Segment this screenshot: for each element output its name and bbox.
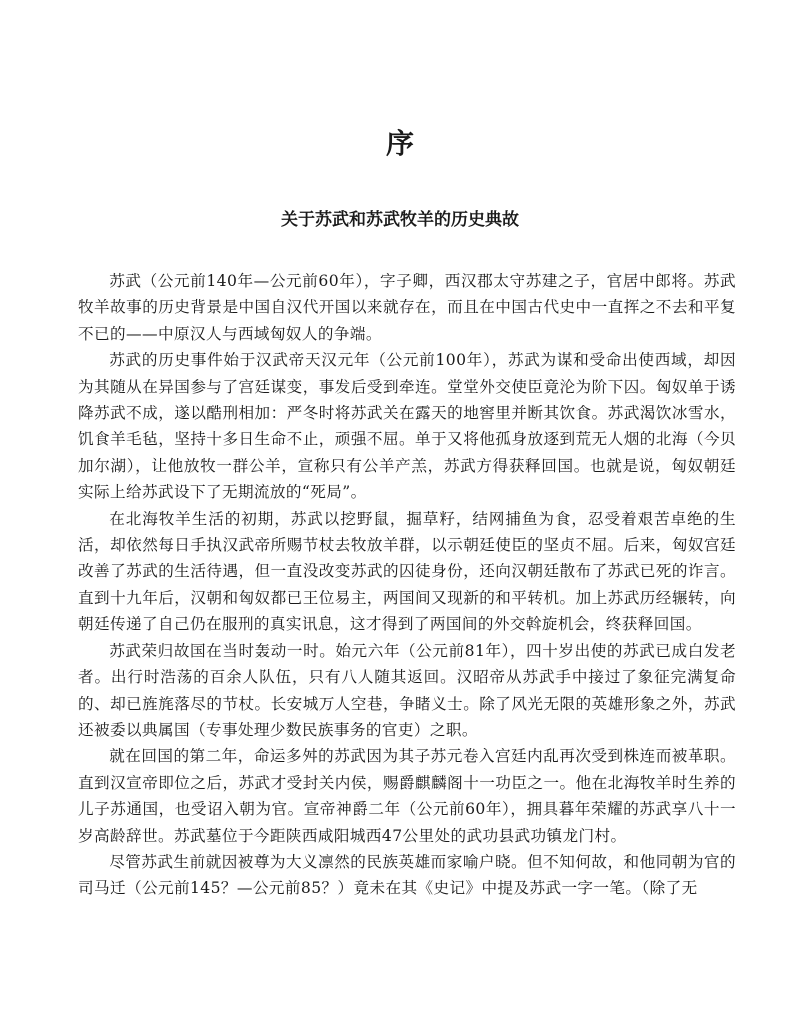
paragraph: 就在回国的第二年，命运多舛的苏武因为其子苏元卷入宫廷内乱再次受到株连而被革职。直到汉宣帝即位之后，苏武才受封关内侯，赐爵麒麟阁十一功臣之一。他在北海牧羊时生养的儿子苏通国，也受诏入朝为官。宣帝神爵二年（公元前60年），拥具暮年荣耀的苏武享八十一岁高龄辞世。苏武墓位于今距陕西咸阳城西47公里处的武功县武功镇龙门村。 [78,747,736,845]
section-title: 关于苏武和苏武牧羊的历史典故 [281,210,519,230]
paragraph: 尽管苏武生前就因被尊为大义凛然的民族英雄而家喻户晓。但不知何故，和他同朝为官的司马迁（公元前145？—公元前85？）竟未在其《史记》中提及苏武一字一笔。（除了无 [78,852,736,898]
chapter-title: 序 [385,127,414,160]
paragraph: 苏武荣归故国在当时轰动一时。始元六年（公元前81年），四十岁出使的苏武已成白发老者。出行时浩荡的百余人队伍，只有八人随其返回。汉昭帝从苏武手中接过了象征完满复命的、却已旌旄落尽的节杖。长安城万人空巷，争睹义士。除了风光无限的英雄形象之外，苏武还被委以典属国（专事处理少数民族事务的官吏）之职。 [78,641,736,739]
body-text [78,268,736,1028]
paragraph: 苏武（公元前140年—公元前60年），字子卿，西汉郡太守苏建之子，官居中郎将。苏武牧羊故事的历史背景是中国自汉代开国以来就存在，而且在中国古代史中一直挥之不去和平复不已的——中原汉人与西域匈奴人的争端。 [78,272,736,343]
paragraph: 在北海牧羊生活的初期，苏武以挖野鼠，掘草籽，结网捕鱼为食，忍受着艰苦卓绝的生活，却依然每日手执汉武帝所赐节杖去牧放羊群，以示朝廷使臣的坚贞不屈。后来，匈奴宫廷改善了苏武的生活待遇，但一直没改变苏武的囚徒身份，还向汉朝廷散布了苏武已死的诈言。直到十九年后，汉朝和匈奴都已王位易主，两国间又现新的和平转机。加上苏武历经辗转，向朝廷传递了自己仍在服刑的真实讯息，这才得到了两国间的外交斡旋机会，终获释回国。 [78,509,736,634]
paragraph: 苏武的历史事件始于汉武帝天汉元年（公元前100年），苏武为谋和受命出使西域，却因为其随从在异国参与了宫廷谋变，事发后受到牵连。堂堂外交使臣竟沦为阶下囚。匈奴单于诱降苏武不成，遂以酷刑相加：严冬时将苏武关在露天的地窖里并断其饮食。苏武渴饮冰雪水，饥食羊毛毡，坚持十多日生命不止，顽强不屈。单于又将他孤身放逐到荒无人烟的北海（今贝加尔湖），让他放牧一群公羊，宣称只有公羊产羔，苏武方得获释回国。也就是说，匈奴朝廷实际上给苏武设下了无期流放的“死局”。 [78,351,736,502]
